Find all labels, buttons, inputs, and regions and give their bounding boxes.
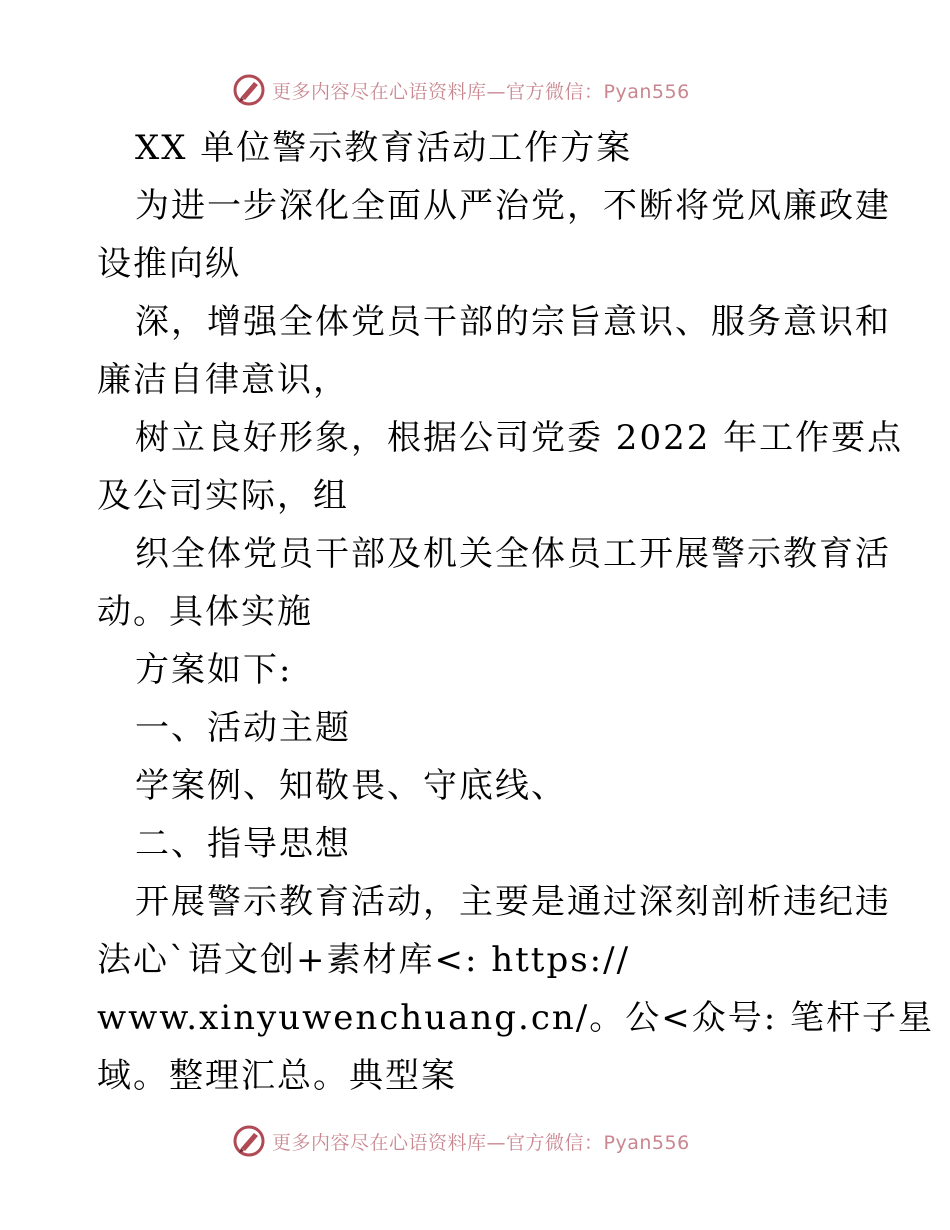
paragraph-line: 织全体党员干部及机关全体员工开展警示教育活: [135, 534, 891, 574]
header-watermark-text: 更多内容尽在心语资料库—官方微信：Pyan556: [272, 80, 690, 103]
paragraph-line: 学案例、知敬畏、守底线、: [135, 766, 567, 806]
paragraph-line: 廉洁自律意识，: [97, 360, 349, 400]
paragraph-line: 域。整理汇总。典型案: [97, 1056, 457, 1096]
footer-watermark-banner: [232, 1123, 690, 1159]
paragraph-line: 为进一步深化全面从严治党，不断将党风廉政建: [135, 186, 891, 226]
paragraph-line: www.xinyuwenchuang.cn/。公<众号: 笔杆子星: [97, 998, 934, 1038]
paragraph-line: 开展警示教育活动，主要是通过深刻剖析违纪违: [135, 882, 891, 922]
footer-watermark-text: 更多内容尽在心语资料库—官方微信：Pyan556: [272, 1131, 690, 1154]
paragraph-line: 设推向纵: [97, 244, 241, 284]
section-heading: 二、指导思想: [135, 824, 351, 864]
section-heading: 一、活动主题: [135, 708, 351, 748]
paragraph-line: 树立良好形象，根据公司党委 2022 年工作要点: [135, 418, 904, 458]
document-title: XX 单位警示教育活动工作方案: [135, 128, 633, 168]
document-body: [97, 119, 934, 1105]
paragraph-line: 法心`语文创+素材库<: https://: [97, 940, 631, 980]
pen-seal-logo-icon: [232, 73, 266, 107]
header-watermark-banner: [232, 72, 690, 108]
pen-seal-logo-icon: [232, 1124, 266, 1158]
paragraph-line: 方案如下:: [135, 650, 293, 690]
paragraph-line: 深，增强全体党员干部的宗旨意识、服务意识和: [135, 302, 891, 342]
paragraph-line: 及公司实际，组: [97, 476, 349, 516]
paragraph-line: 动。具体实施: [97, 592, 313, 632]
